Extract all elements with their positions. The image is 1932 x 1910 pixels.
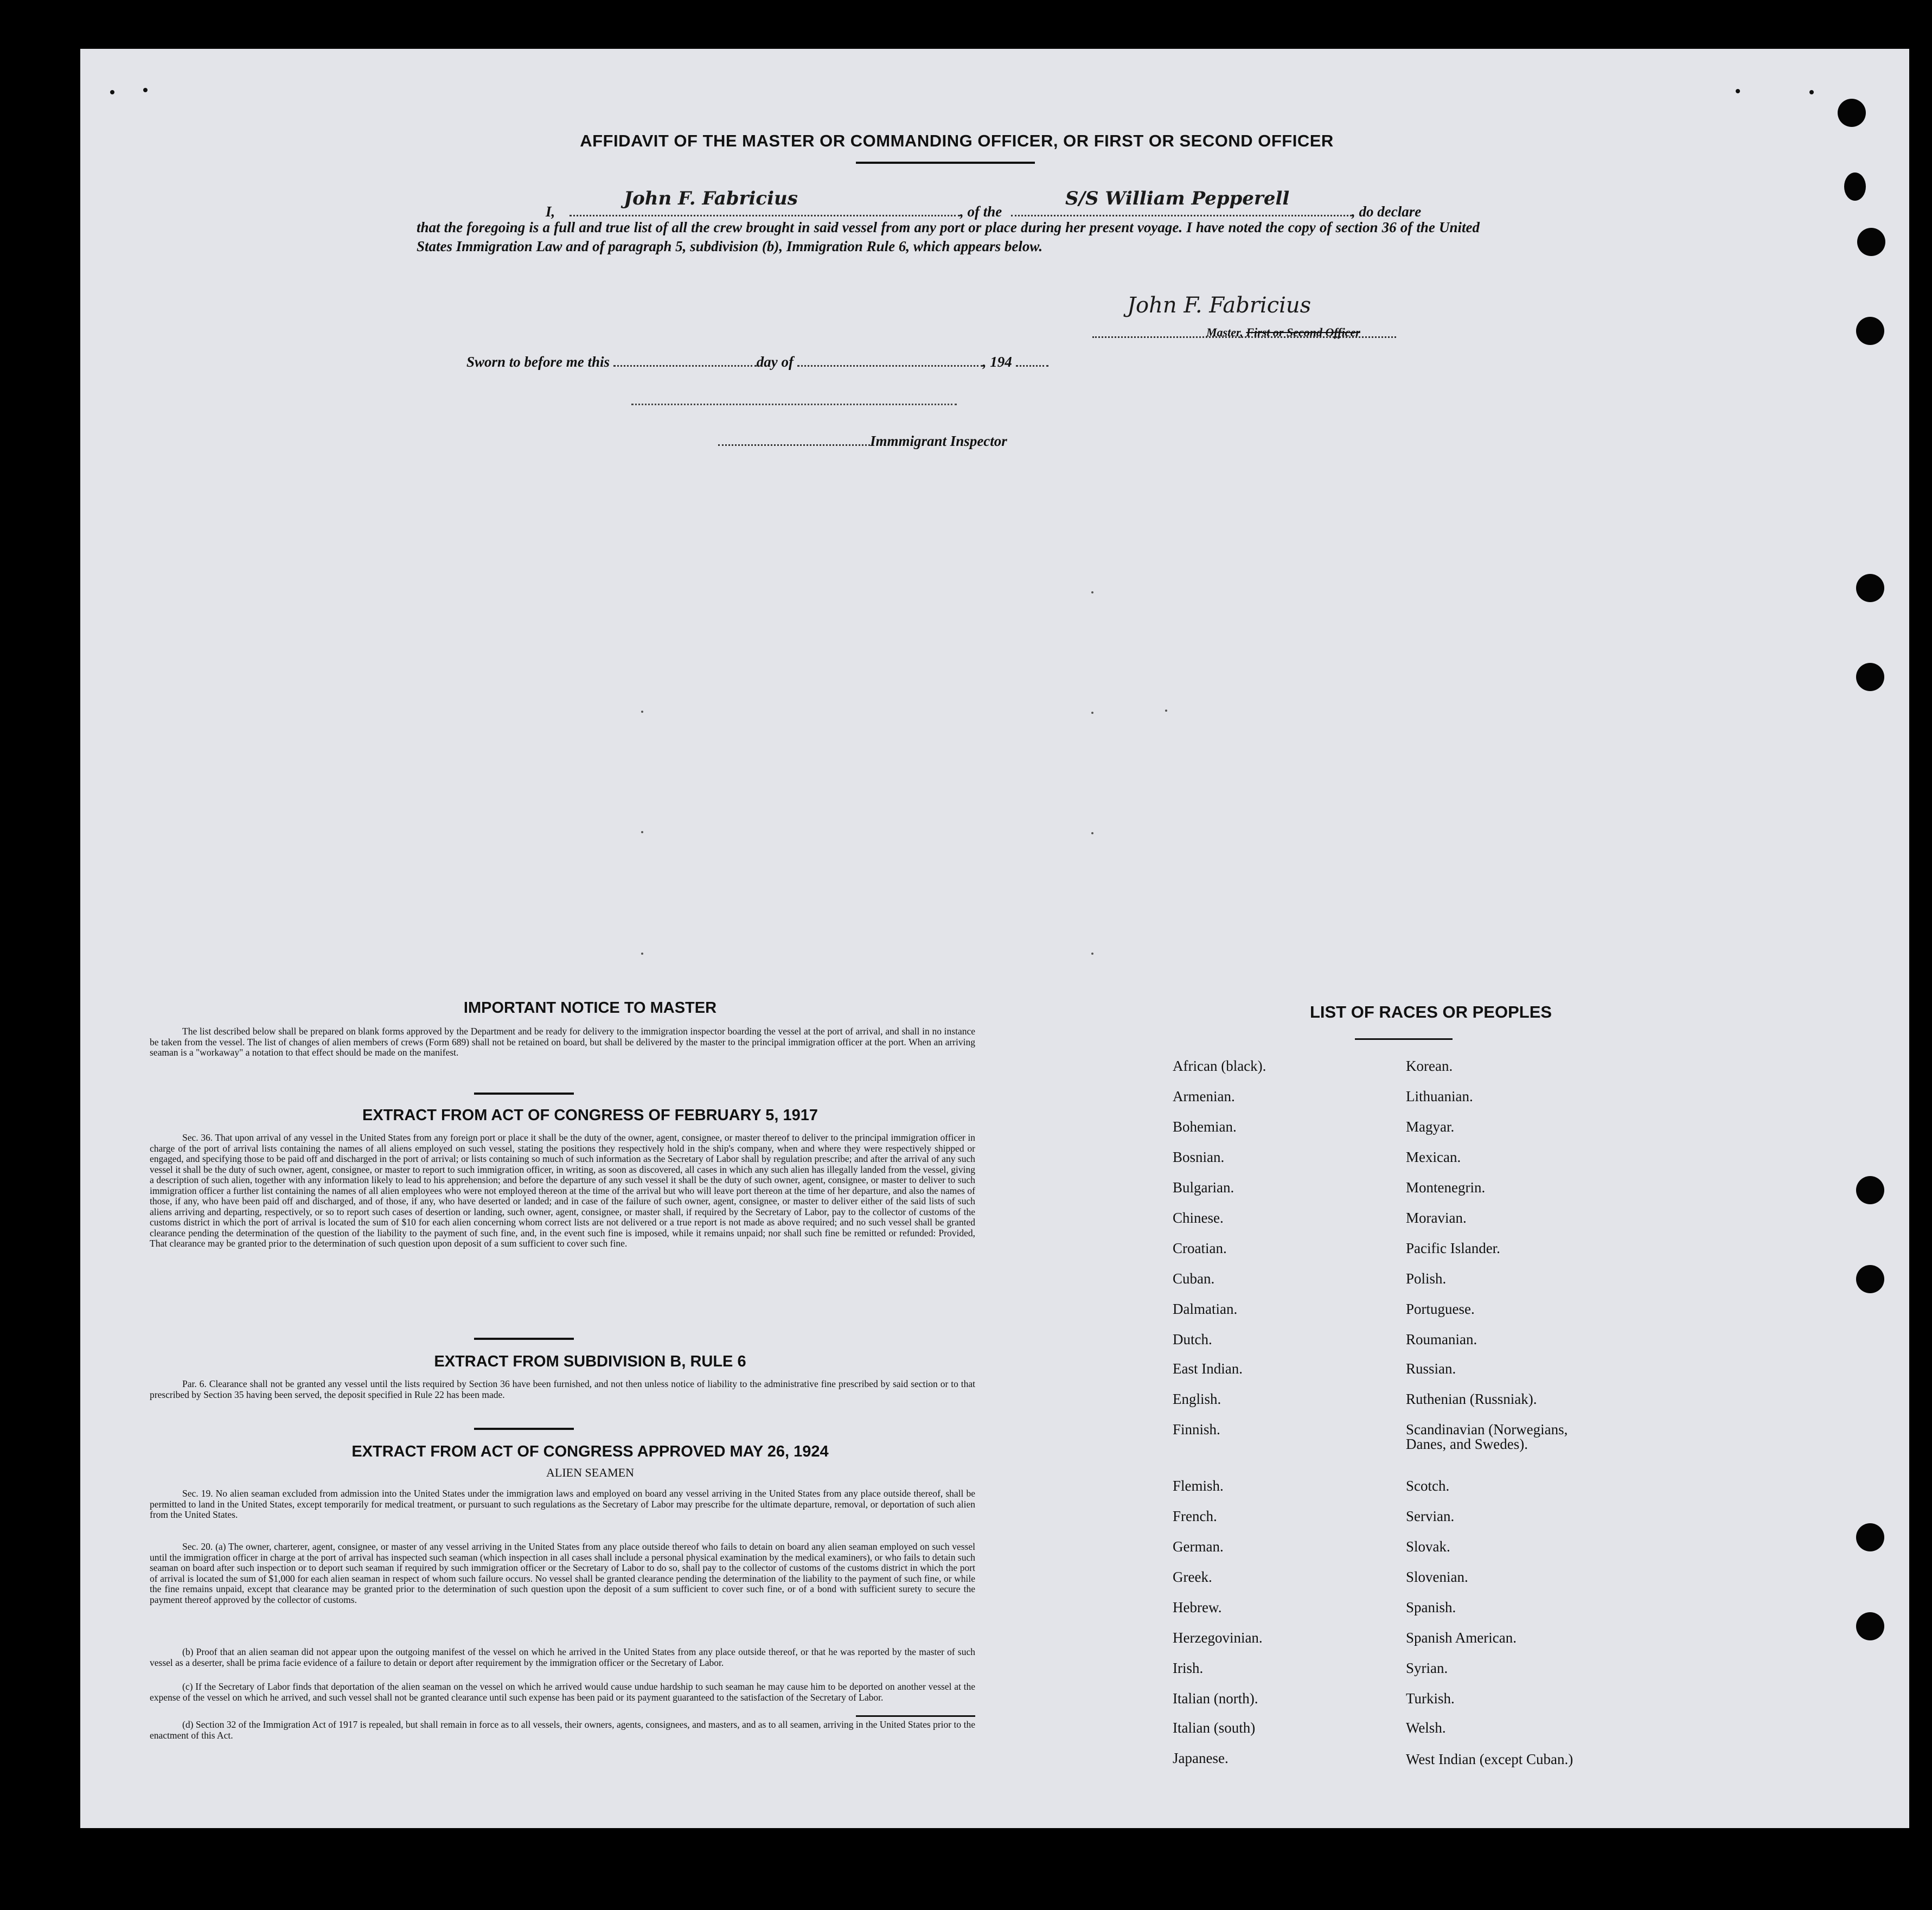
races-underline	[1355, 1038, 1453, 1040]
race-item: Roumanian.	[1406, 1331, 1477, 1347]
punch-hole	[1856, 574, 1884, 602]
race-item: Spanish.	[1406, 1599, 1456, 1615]
race-item: Armenian.	[1173, 1088, 1235, 1104]
race-item: Slovak.	[1406, 1538, 1450, 1555]
race-item: Slovenian.	[1406, 1569, 1468, 1585]
sec19-text: Sec. 19. No alien seaman excluded from admission into the United States under the immigration laws and employed on board any vessel arriving in the United States from any place outside thereof, shall be permitted to land in the United States, except temporarily for medical treatment, or pursuant to such regulations as the Secretary of Labor may prescribe for the ultimate departure, removal, or deportation of such alien from the United States.	[150, 1488, 975, 1520]
notice-body: The list described below shall be prepared on blank forms approved by the Department and be ready for delivery to the immigration inspector boarding the vessel at the port of arrival, and shall in no instance be taken from the vessel. The list of changes of alien members of crews (Form 689) shall not be retained on board, but shall be delivered by the master to the principal immigration officer at the port. When an arriving seaman is a "workaway" a notation to that effect should be made on the manifest.	[150, 1026, 975, 1058]
extract-1924-title: EXTRACT FROM ACT OF CONGRESS APPROVED MAY 26, 1924	[351, 1443, 829, 1460]
race-item: Bohemian.	[1173, 1119, 1237, 1135]
i-label: I,	[546, 203, 555, 220]
race-item: Italian (south)	[1173, 1720, 1256, 1736]
race-item: Bosnian.	[1173, 1149, 1225, 1165]
bleed-mark	[1091, 832, 1093, 834]
race-item: Chinese.	[1173, 1210, 1224, 1226]
extract-rule6-body: Par. 6. Clearance shall not be granted any vessel until the lists required by Section 36 have been furnished, and not then unless notice of liability to the administrative fine prescribed by said section or to that prescribed by Section 35 having been served, the deposit specified in Rule 22 has been made.	[150, 1378, 975, 1400]
race-item: Turkish.	[1406, 1690, 1455, 1707]
race-item: Mexican.	[1406, 1149, 1461, 1165]
race-item: French.	[1173, 1508, 1217, 1524]
caption-struck: First or Second Officer	[1246, 325, 1360, 339]
sworn-year-label: , 194	[982, 354, 1012, 370]
inspector-label: Immmigrant Inspector	[870, 433, 1007, 449]
extract-rule6-title: EXTRACT FROM SUBDIVISION B, RULE 6	[434, 1353, 746, 1370]
race-item: Welsh.	[1406, 1720, 1446, 1736]
punch-hole	[1856, 1523, 1884, 1551]
bleed-mark	[1165, 710, 1167, 712]
inspector-field	[718, 433, 870, 446]
races-title: LIST OF RACES OR PEOPLES	[1309, 1002, 1552, 1021]
sworn-date-field	[613, 354, 757, 367]
race-item: Scandinavian (Norwegians, Danes, and Swedes).	[1406, 1421, 1568, 1452]
race-item: Japanese.	[1173, 1750, 1229, 1766]
sworn-line	[466, 354, 1048, 370]
speck	[143, 88, 148, 92]
declaration-body: that the foregoing is a full and true list of all the crew brought in said vessel from any port or place during her present voyage. I have noted the copy of section 36 of the United States Immigration Law and of paragraph 5, subdivision (b), Immigration Rule 6, which appears below.	[417, 219, 1480, 254]
do-declare-label: , do declare	[1352, 203, 1422, 220]
race-item: Syrian.	[1406, 1660, 1448, 1676]
race-item: German.	[1173, 1538, 1224, 1555]
sec20b-text: (b) Proof that an alien seaman did not appear upon the outgoing manifest of the vessel on which he arrived in the United States from any place outside thereof, or that he was reported by the master of such vessel as a deserter, shall be prima facie evidence of a failure to detain or deport after requirement by the immigration officer or the Secretary of Labor.	[150, 1646, 975, 1668]
extract-1917-body: Sec. 36. That upon arrival of any vessel in the United States from any foreign port or place it shall be the duty of the owner, agent, consignee, or master thereof to deliver to the principal immigration officer in charge of the port of arrival lists containing the names of all aliens employed on such vessel, stating the positions they respectively hold in the ship's company, when and where they were respectively shipped or engaged, and specifying those to be paid off and discharged in the port of arrival; or lists containing so much of such information as the Secretary of Labor shall by regulation prescribe; and after the arrival of any such vessel it shall be the duty of such owner, agent, consignee, or master to report to such immigration officer, in writing, as soon as discovered, all cases in which any such alien has illegally landed from the vessel, giving a description of such alien, together with any information likely to lead to his apprehension; and before the departure of any such vessel it shall be the duty of such owner, agent, consignee, or master to deliver to such immigration officer a further list containing the names of all alien employees who were not employed thereon at the time of the arrival but who will leave port thereon at the time of her departure, and also the names of those, if any, who have been paid off and discharged, and of those, if any, who have deserted or landed; and in case of the failure of such owner, agent, consignee, or master to deliver either of the said lists of such aliens arriving and departing, respectively, or so to report such cases of desertion or landing, such owner, agent, consignee, or master shall, if required by the Secretary of Labor, pay to the collector of customs of the customs district in which the port of arrival is located the sum of $10 for each alien concerning whom correct lists are not delivered or a true report is not made as above required; and no such vessel shall be granted clearance pending the determination of the question of the liability to the payment of such fine, and, in the event such fine is imposed, while it remains unpaid; nor shall such fine be remitted or refunded: Provided, That clearance may be granted prior to the determination of such question upon deposit of a sum sufficient to cover such fine.	[150, 1132, 975, 1249]
inspector-line	[718, 433, 1007, 450]
title-underline	[856, 162, 1035, 164]
sworn-year-field	[1016, 354, 1048, 367]
race-item: Pacific Islander.	[1406, 1240, 1500, 1256]
race-item: English.	[1173, 1391, 1221, 1407]
officer-signature-line	[631, 404, 957, 405]
affidavit-title: AFFIDAVIT OF THE MASTER OR COMMANDING OFFICER, OR FIRST OR SECOND OFFICER	[580, 131, 1334, 150]
race-item: Croatian.	[1173, 1240, 1227, 1256]
race-item: Dalmatian.	[1173, 1301, 1238, 1317]
master-signature: John F. Fabricius	[1127, 293, 1312, 318]
sec20d-text: (d) Section 32 of the Immigration Act of 1917 is repealed, but shall remain in force as to all vessels, their owners, agents, consignees, and masters, and as to all seamen, arriving in the United States prior to the enactment of this Act.	[150, 1719, 975, 1741]
punch-hole	[1856, 1612, 1884, 1640]
race-item: Ruthenian (Russniak).	[1406, 1391, 1537, 1407]
race-item: Bulgarian.	[1173, 1179, 1234, 1196]
race-item: Moravian.	[1406, 1210, 1467, 1226]
race-item: Korean.	[1406, 1058, 1453, 1074]
sworn-day-label: day of	[756, 354, 794, 370]
caption-master: Master,	[1206, 325, 1243, 339]
punch-hole	[1856, 317, 1884, 345]
section-divider	[856, 1715, 975, 1717]
declaration-line	[546, 188, 1479, 220]
race-item: Finnish.	[1173, 1421, 1220, 1438]
race-item: Cuban.	[1173, 1270, 1215, 1287]
race-item: Polish.	[1406, 1270, 1447, 1287]
race-item: Lithuanian.	[1406, 1088, 1473, 1104]
race-item: Hebrew.	[1173, 1599, 1222, 1615]
race-item: Scotch.	[1406, 1478, 1450, 1494]
sec20a-text: Sec. 20. (a) The owner, charterer, agent, consignee, or master of any vessel arriving in the United States from any place outside thereof who fails to detain on board any alien seaman employed on such vessel until the immigration officer in charge at the port of arrival has inspected such seaman (which inspection in all cases shall include a personal physical examination by the medical examiners), or who fails to detain such seaman on board after such inspection or to deport such seaman if required by such immigration officer or the Secretary of Labor to do so, shall pay to the collector of customs of the customs district in which the port of arrival is located the sum of $1,000 for each alien seaman in respect of whom such failure occurs. No vessel shall be granted clearance pending the determination of the liability to the payment of such fine, or while the fine remains unpaid, except that clearance may be granted prior to the determination of such question upon the deposit of a sum sufficient to cover such fine, or of a bond with sufficient surety to secure the payment thereof approved by the collector of customs.	[150, 1541, 975, 1605]
bleed-mark	[641, 711, 643, 713]
punch-hole	[1838, 99, 1866, 127]
speck	[1809, 90, 1814, 94]
sworn-prefix: Sworn to before me this	[466, 354, 610, 370]
race-item: African (black).	[1173, 1058, 1266, 1074]
punch-hole	[1856, 663, 1884, 691]
bleed-mark	[1091, 591, 1093, 593]
name-field	[570, 188, 960, 216]
race-item: Herzegovinian.	[1173, 1630, 1263, 1646]
vessel-field	[1011, 188, 1352, 216]
punch-hole	[1857, 228, 1885, 256]
race-item: Greek.	[1173, 1569, 1212, 1585]
race-item: Montenegrin.	[1406, 1179, 1486, 1196]
notice-title: IMPORTANT NOTICE TO MASTER	[463, 999, 717, 1017]
sworn-month-field	[797, 354, 983, 367]
extract-1924-subtitle: ALIEN SEAMEN	[546, 1466, 634, 1479]
race-item: Dutch.	[1173, 1331, 1212, 1347]
race-item: Italian (north).	[1173, 1690, 1258, 1707]
race-item: East Indian.	[1173, 1360, 1243, 1377]
race-item: Magyar.	[1406, 1119, 1455, 1135]
speck	[110, 90, 114, 94]
name-handwritten: John F. Fabricius	[624, 188, 798, 209]
bleed-mark	[1091, 953, 1093, 955]
race-item: Spanish American.	[1406, 1630, 1517, 1646]
speck	[1736, 89, 1740, 93]
bleed-mark	[641, 831, 643, 833]
punch-hole	[1856, 1176, 1884, 1204]
race-item: Russian.	[1406, 1360, 1456, 1377]
bleed-mark	[1091, 712, 1093, 714]
race-item: Servian.	[1406, 1508, 1455, 1524]
vessel-handwritten: S/S William Pepperell	[1065, 188, 1290, 209]
race-item: Irish.	[1173, 1660, 1204, 1676]
race-item: Portuguese.	[1406, 1301, 1475, 1317]
punch-hole	[1844, 173, 1866, 201]
extract-1917-title: EXTRACT FROM ACT OF CONGRESS OF FEBRUARY 5, 1917	[362, 1107, 818, 1124]
bleed-mark	[641, 953, 643, 955]
document-page	[80, 49, 1909, 1828]
signature-caption	[1206, 325, 1360, 340]
section-divider	[474, 1338, 574, 1340]
section-divider	[474, 1093, 574, 1095]
punch-hole	[1856, 1265, 1884, 1293]
race-item: West Indian (except Cuban.)	[1406, 1751, 1573, 1767]
section-divider	[474, 1428, 574, 1430]
race-item: Flemish.	[1173, 1478, 1224, 1494]
of-the-label: , of the	[960, 203, 1002, 220]
sec20c-text: (c) If the Secretary of Labor finds that deportation of the alien seaman on the vessel on which he arrived would cause undue hardship to such seaman he may cause him to be deported on another vessel at the expense of the vessel on which he arrived, and such vessel shall not be granted clearance until such expense has been paid or its payment guaranteed to the satisfaction of the Secretary of Labor.	[150, 1681, 975, 1703]
